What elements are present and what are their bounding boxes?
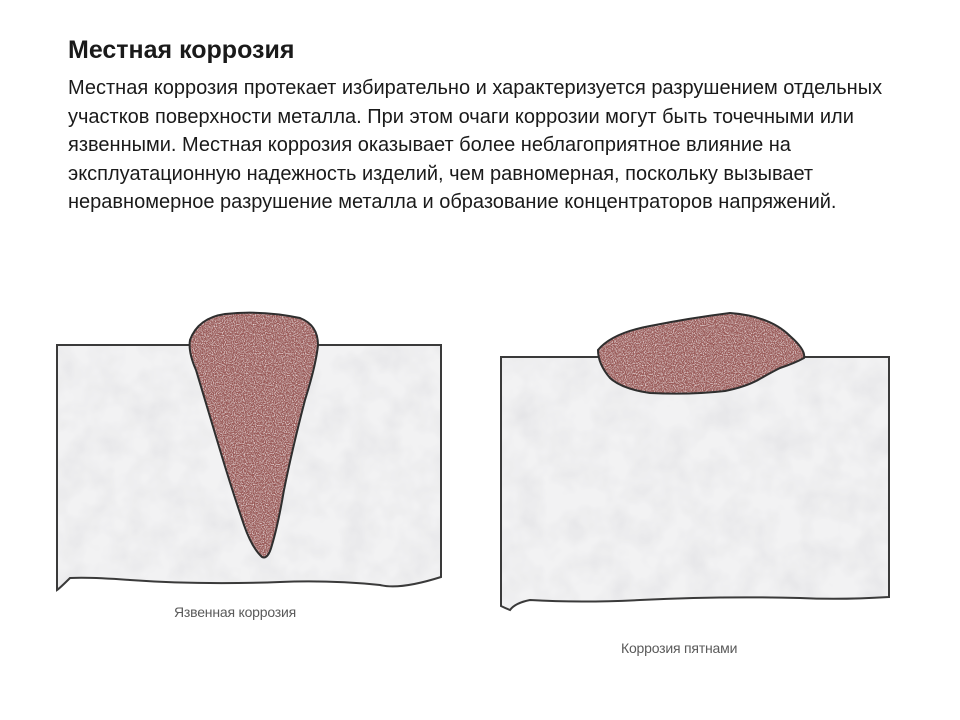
ulcer-corrosion-caption: Язвенная коррозия [174,604,297,620]
spot-corrosion-caption: Коррозия пятнами [621,640,738,656]
spot-corrosion-diagram [495,305,895,615]
slide-title: Местная коррозия [68,36,295,64]
slide-body-text: Местная коррозия протекает избирательно и характеризуется разрушением отдельных участков поверхности металла. При этом очаги коррозии могут быть точечными или язвенными. Местная коррозия оказывает более неблагоприятное влияние на эксплуатационную надежность изделий, чем равномерная, поскольку вызывает неравномерное разрушение металла и образование концентраторов напряжений. [68,77,883,213]
ulcer-corrosion-diagram [50,305,450,600]
